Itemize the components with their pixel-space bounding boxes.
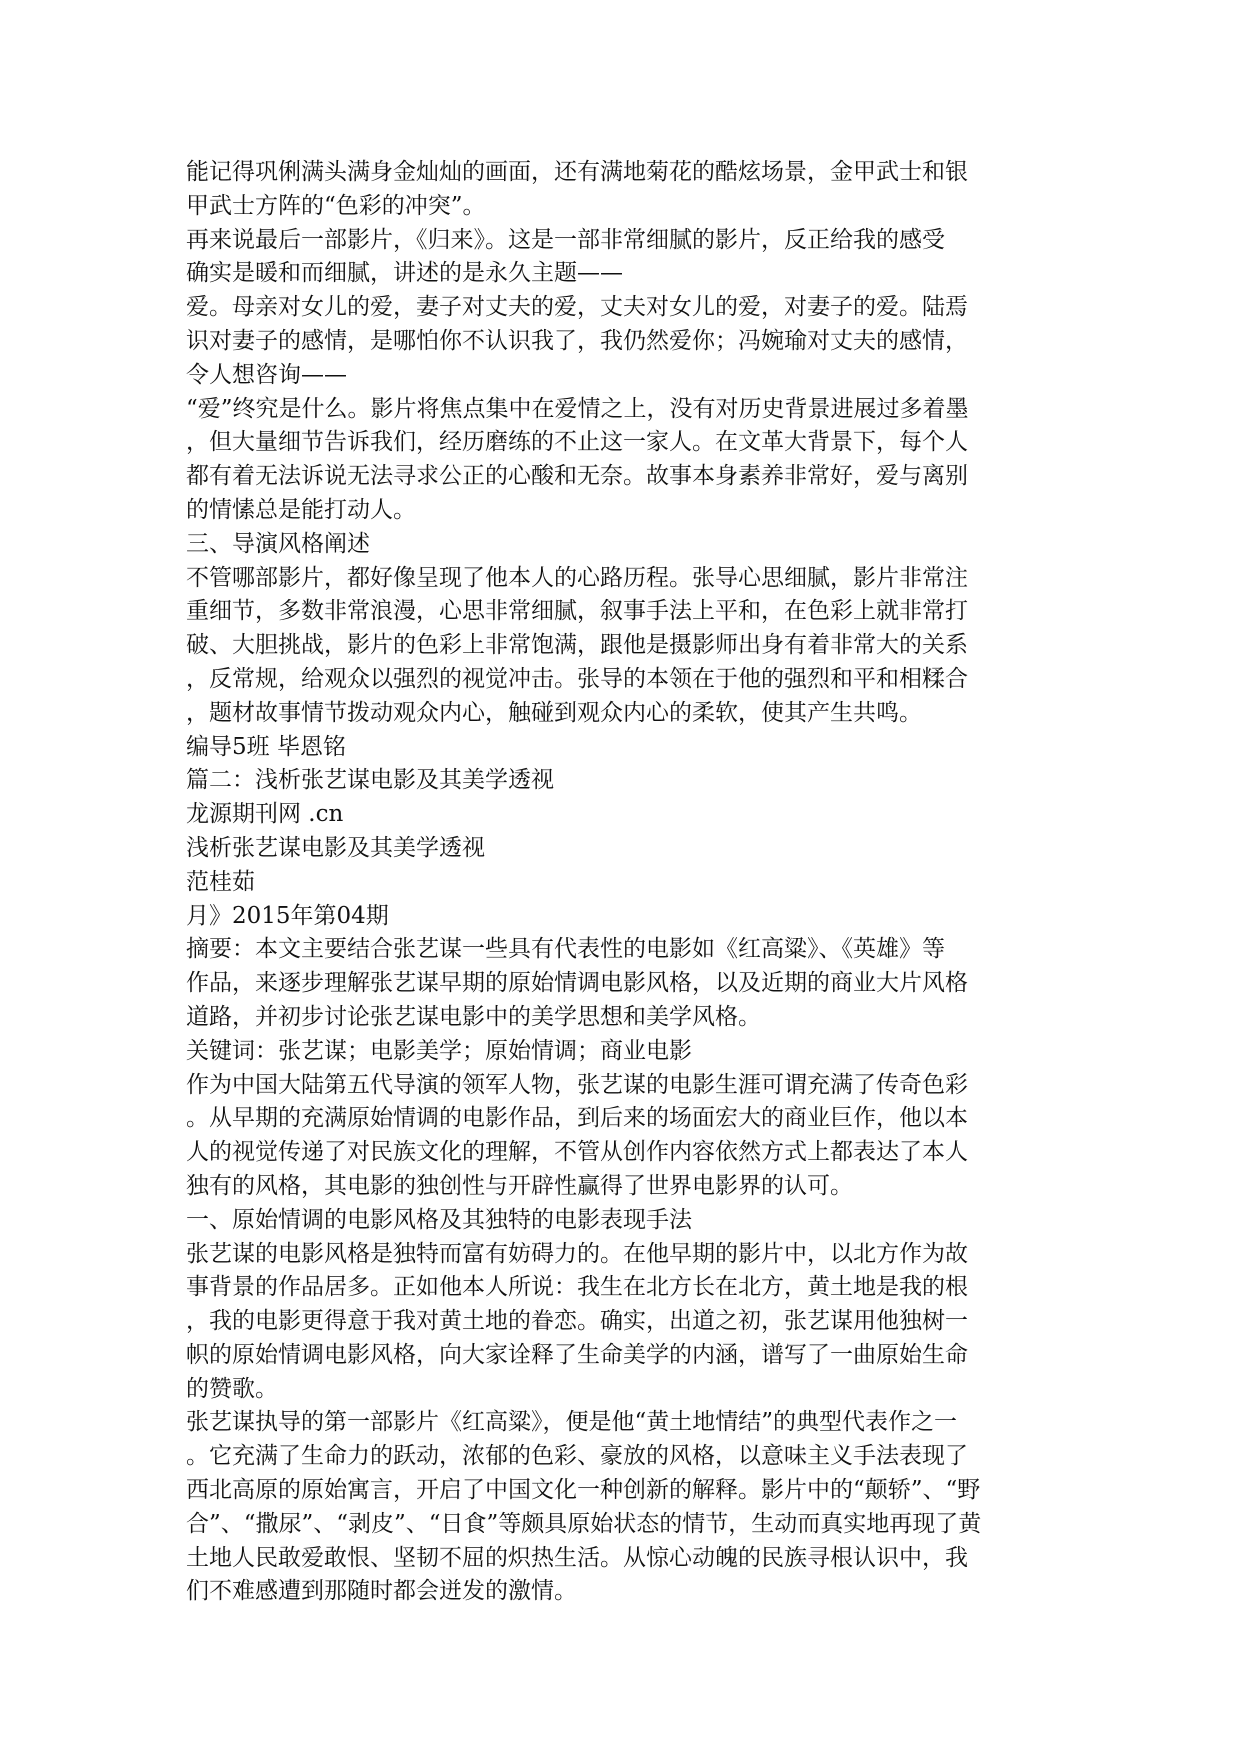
- text-line: 作品，来逐步理解张艺谋早期的原始情调电影风格，以及近期的商业大片风格: [186, 970, 968, 997]
- text-line: 张艺谋的电影风格是独特而富有妨碍力的。在他早期的影片中，以北方作为故: [186, 1240, 968, 1267]
- document-body: [186, 156, 1056, 1609]
- text-line: 人的视觉传递了对民族文化的理解，不管从创作内容依然方式上都表达了本人: [186, 1139, 968, 1166]
- text-line: 关键词：张艺谋；电影美学；原始情调；商业电影: [186, 1037, 692, 1064]
- text-line: ，反常规，给观众以强烈的视觉冲击。张导的本领在于他的强烈和平和相糅合: [186, 665, 968, 692]
- text-line: 识对妻子的感情，是哪怕你不认识我了，我仍然爱你；冯婉瑜对丈夫的感情，: [186, 327, 968, 354]
- text-line: 。它充满了生命力的跃动，浓郁的色彩、豪放的风格，以意味主义手法表现了: [186, 1443, 968, 1470]
- text-line: 浅析张艺谋电影及其美学透视: [186, 834, 485, 861]
- text-line: 的赞歌。: [186, 1375, 278, 1402]
- text-line: “爱”终究是什么。影片将焦点集中在爱情之上，没有对历史背景进展过多着墨: [186, 395, 969, 422]
- text-line: 范桂茹: [186, 868, 255, 895]
- text-line: 不管哪部影片，都好像呈现了他本人的心路历程。张导心思细腻，影片非常注: [186, 564, 968, 591]
- text-line: 确实是暖和而细腻，讲述的是永久主题——: [186, 260, 623, 287]
- text-line: 们不难感遭到那随时都会迸发的激情。: [186, 1578, 577, 1605]
- text-line: 独有的风格，其电影的独创性与开辟性赢得了世界电影界的认可。: [186, 1172, 853, 1199]
- text-line: 一、原始情调的电影风格及其独特的电影表现手法: [186, 1206, 692, 1233]
- text-line: ，但大量细节告诉我们，经历磨练的不止这一家人。在文革大背景下，每个人: [186, 429, 968, 456]
- text-line: 月》2015年第04期: [186, 902, 389, 929]
- text-line: 帜的原始情调电影风格，向大家诠释了生命美学的内涵，谱写了一曲原始生命: [186, 1341, 968, 1368]
- text-line: 破、大胆挑战，影片的色彩上非常饱满，跟他是摄影师出身有着非常大的关系: [186, 632, 968, 659]
- text-line: 张艺谋执导的第一部影片《红高粱》，便是他“黄土地情结”的典型代表作之一: [186, 1409, 958, 1436]
- text-line: ，题材故事情节拨动观众内心，触碰到观众内心的柔软，使其产生共鸣。: [186, 699, 922, 726]
- text-line: 道路，并初步讨论张艺谋电影中的美学思想和美学风格。: [186, 1003, 761, 1030]
- text-line: 事背景的作品居多。正如他本人所说：我生在北方长在北方，黄土地是我的根: [186, 1274, 968, 1301]
- text-line: 西北高原的原始寓言，开启了中国文化一种创新的解释。影片中的“颠轿”、“野: [186, 1477, 981, 1504]
- text-line: 。从早期的充满原始情调的电影作品，到后来的场面宏大的商业巨作，他以本: [186, 1105, 968, 1132]
- text-line: 令人想咨询——: [186, 361, 347, 388]
- text-line: 作为中国大陆第五代导演的领军人物，张艺谋的电影生涯可谓充满了传奇色彩: [186, 1071, 968, 1098]
- text-line: 都有着无法诉说无法寻求公正的心酸和无奈。故事本身素养非常好，爱与离别: [186, 463, 968, 490]
- text-line: 土地人民敢爱敢恨、坚韧不屈的炽热生活。从惊心动魄的民族寻根认识中，我: [186, 1544, 968, 1571]
- text-line: 能记得巩俐满头满身金灿灿的画面，还有满地菊花的酷炫场景，金甲武士和银: [186, 159, 968, 185]
- text-line: 篇二：浅析张艺谋电影及其美学透视: [186, 767, 554, 794]
- text-line: 甲武士方阵的“色彩的冲突”。: [186, 192, 486, 219]
- text-line: 合”、“撒尿”、“剥皮”、“日食”等颇具原始状态的情节，生动而真实地再现了黄: [186, 1510, 982, 1537]
- text-line: 爱。母亲对女儿的爱，妻子对丈夫的爱，丈夫对女儿的爱，对妻子的爱。陆焉: [186, 294, 968, 321]
- text-line: 三、导演风格阐述: [186, 530, 370, 557]
- text-line: 龙源期刊网 .cn: [186, 801, 344, 828]
- text-line: 重细节，多数非常浪漫，心思非常细腻，叙事手法上平和，在色彩上就非常打: [186, 598, 968, 625]
- text-line: 编导5班 毕恩铭: [186, 733, 346, 760]
- text-line: 的情愫总是能打动人。: [186, 496, 416, 523]
- text-line: 摘要：本文主要结合张艺谋一些具有代表性的电影如《红高粱》、《英雄》等: [186, 936, 945, 963]
- text-line: ，我的电影更得意于我对黄土地的眷恋。确实，出道之初，张艺谋用他独树一: [186, 1308, 968, 1335]
- text-line: 再来说最后一部影片，《归来》。这是一部非常细腻的影片，反正给我的感受: [186, 226, 945, 253]
